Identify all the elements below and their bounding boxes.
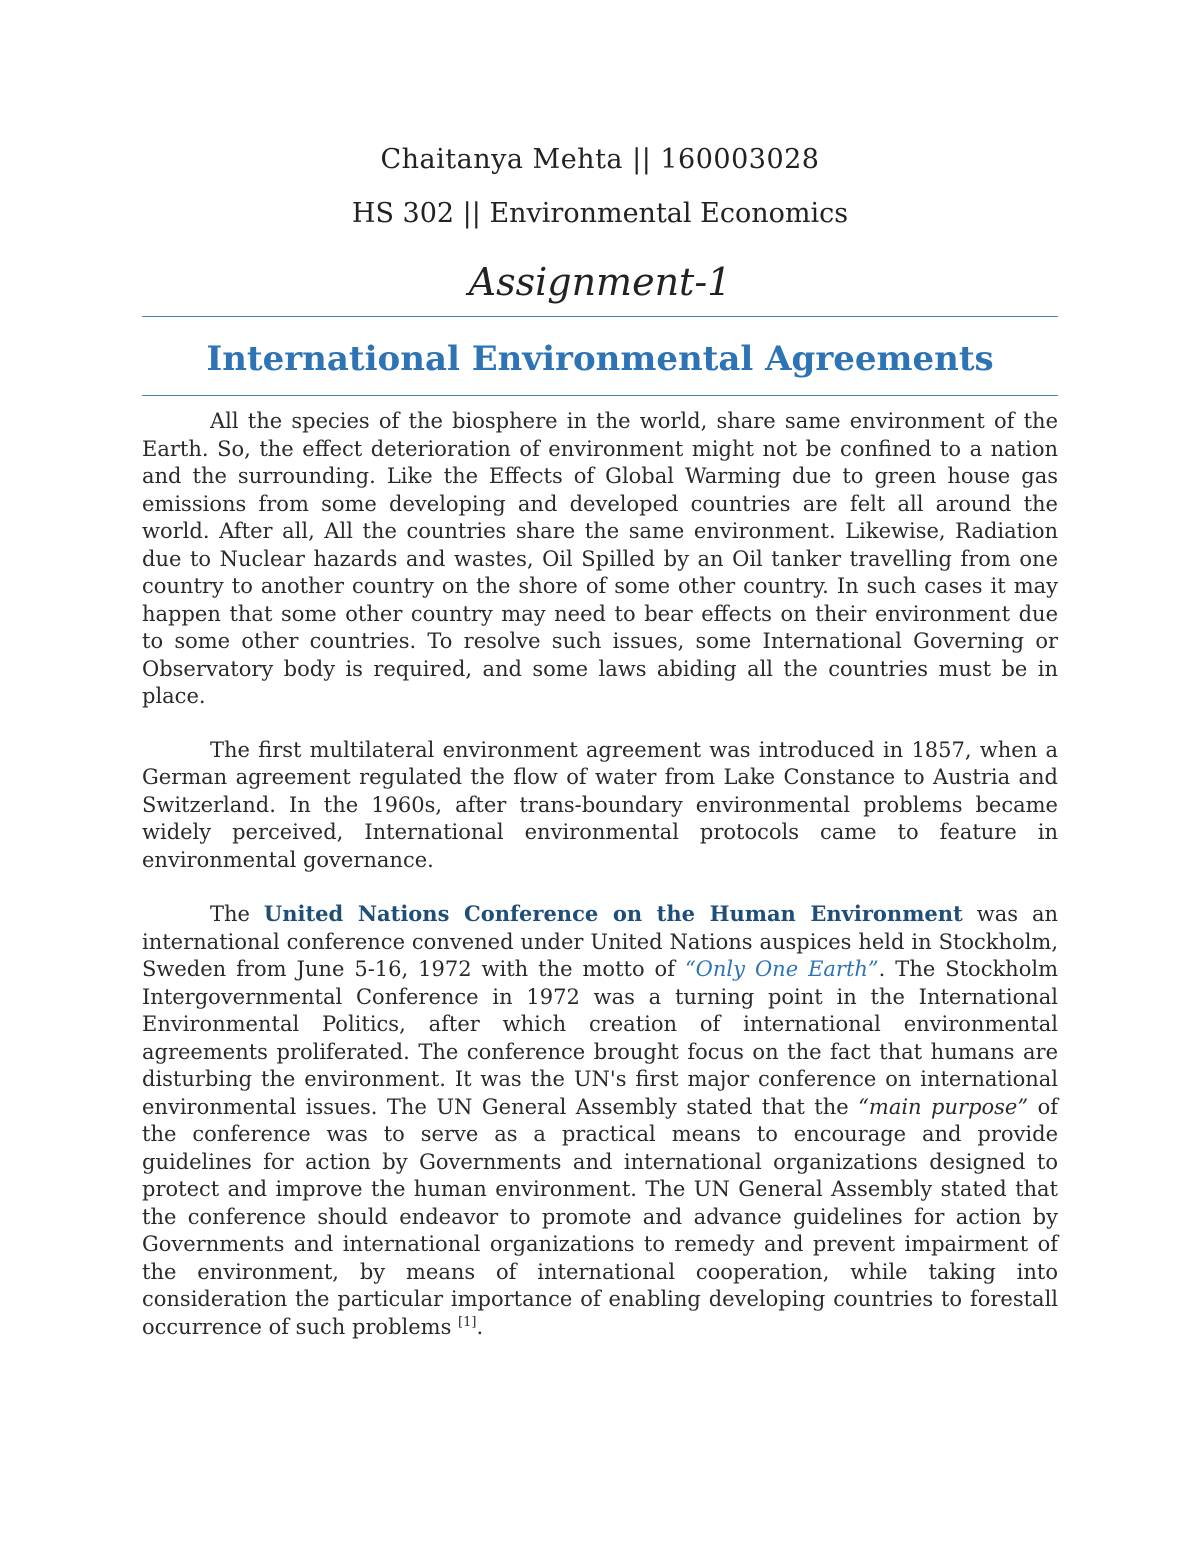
heading-divider bbox=[142, 395, 1058, 396]
author-line: Chaitanya Mehta || 160003028 bbox=[380, 144, 820, 175]
p3-end: . bbox=[476, 1314, 484, 1339]
document-page bbox=[142, 140, 1058, 1341]
conference-name: United Nations Conference on the Human Environment bbox=[263, 901, 963, 926]
assignment-title: Assignment-1 bbox=[468, 260, 732, 304]
course-line: HS 302 || Environmental Economics bbox=[351, 198, 849, 229]
p3-after-motto: . The Stockholm Intergovernmental Conference in 1972 was a turning point in the International Environmental Politics, after which creation of international environmental agreements proliferated. The conference brought focus on the fact that humans are disturbing the environment. It was the UN's first major conference on international environmental issues. The UN General Assembly stated that the bbox=[142, 957, 1058, 1119]
motto: “Only One Earth” bbox=[684, 957, 879, 981]
p3-lead: The bbox=[210, 902, 264, 926]
title-divider bbox=[142, 316, 1058, 317]
citation-ref: [1] bbox=[458, 1314, 477, 1330]
p3-after-purpose: of the conference was to serve as a practical means to encourage and provide guidelines for action by Governments and international organizations designed to protect and improve the human environment. The UN General Assembly stated that the conference should endeavor to promote and advance guidelines for action by Governments and international organizations to remedy and prevent impairment of the environment, by means of international cooperation, while taking into consideration the particular importance of enabling developing countries to forestall occurrence of such problems bbox=[142, 1094, 1058, 1339]
p3-after-name: was an international conference convened under United Nations auspices held in Stockholm, Sweden from June 5-16, 1972 with the motto of bbox=[142, 902, 1059, 981]
paragraph-stockholm bbox=[142, 900, 1058, 1341]
section-heading: International Environmental Agreements bbox=[206, 339, 994, 379]
paragraph-history: The first multilateral environment agreement was introduced in 1857, when a German agreement regulated the flow of water from Lake Constance to Austria and Switzerland. In the 1960s, after trans-boundary environmental problems became widely perceived, International environmental protocols came to feature in environmental governance. bbox=[142, 737, 1058, 872]
main-purpose: “main purpose” bbox=[858, 1094, 1029, 1119]
paragraph-intro: All the species of the biosphere in the world, share same environment of the Earth. So, the effect deterioration of environment might not be confined to a nation and the surrounding. Like the Effects of Global Warming due to green house gas emissions from some developing and developed countries are felt all around the world. After all, All the countries share the same environment. Likewise, Radiation due to Nuclear hazards and wastes, Oil Spilled by an Oil tanker travelling from one country to another country on the shore of some other country. In such cases it may happen that some other country may need to bear effects on their environment due to some other countries. To resolve such issues, some International Governing or Observatory body is required, and some laws abiding all the countries must be in place. bbox=[142, 409, 1058, 708]
